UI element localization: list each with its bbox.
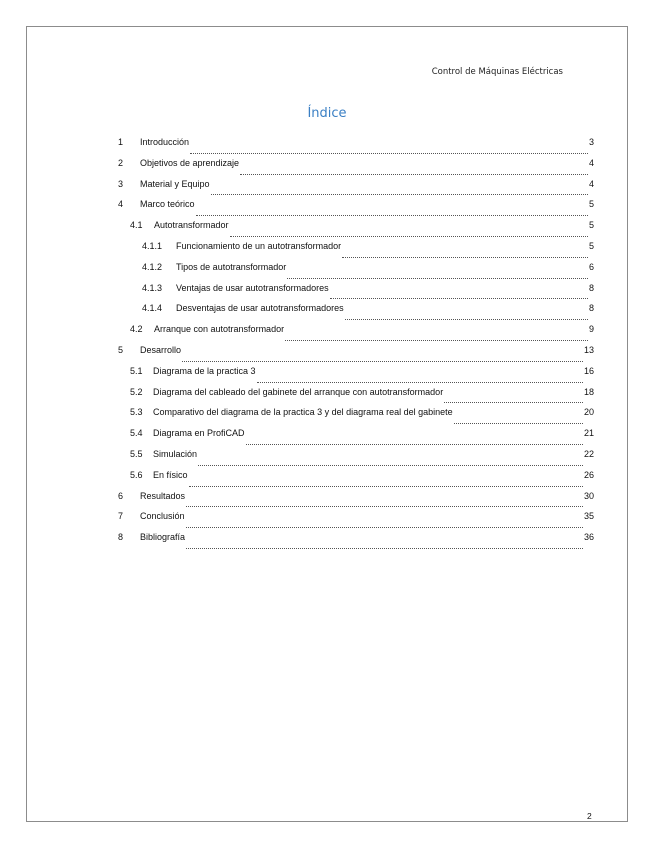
toc-entry-label: Ventajas de usar autotransformadores bbox=[176, 282, 329, 293]
dot-leader bbox=[285, 340, 588, 341]
toc-entry-number: 5.1 bbox=[130, 365, 143, 376]
toc-entry-label: Conclusión bbox=[140, 511, 185, 522]
toc-entry[interactable] bbox=[118, 283, 594, 304]
toc-entry[interactable] bbox=[118, 407, 594, 428]
toc-entry-number: 7 bbox=[118, 511, 124, 522]
toc-entry-page: 4 bbox=[588, 178, 594, 189]
toc-entry-page: 8 bbox=[588, 282, 594, 293]
toc-entry-page: 4 bbox=[588, 157, 594, 168]
toc-entry[interactable] bbox=[118, 470, 594, 491]
toc-entry-label: Marco teórico bbox=[140, 199, 195, 210]
toc-entry-label: Diagrama en ProfiCAD bbox=[153, 428, 245, 439]
toc-entry-number: 5.4 bbox=[130, 428, 143, 439]
dot-leader bbox=[186, 506, 583, 507]
toc-entry-label: Autotransformador bbox=[154, 220, 229, 231]
toc-entry-page: 18 bbox=[583, 386, 594, 397]
dot-leader bbox=[240, 174, 588, 175]
toc-entry-label: En físico bbox=[153, 469, 188, 480]
toc-entry-label: Bibliografía bbox=[140, 532, 186, 543]
toc-entry[interactable] bbox=[118, 324, 594, 345]
toc-entry-number: 4.1.4 bbox=[142, 303, 163, 314]
page-title: Índice bbox=[307, 106, 347, 121]
dot-leader bbox=[230, 236, 588, 237]
toc-entry[interactable] bbox=[118, 428, 594, 449]
toc-entry-number: 6 bbox=[118, 490, 124, 501]
toc-entry-label: Introducción bbox=[140, 137, 190, 147]
toc-entry-page: 20 bbox=[583, 407, 594, 418]
dot-leader bbox=[454, 423, 583, 424]
toc-entry-number: 5.3 bbox=[130, 407, 143, 418]
dot-leader bbox=[287, 278, 588, 279]
toc-entry-label: Resultados bbox=[140, 490, 186, 501]
dot-leader bbox=[211, 194, 588, 195]
toc-entry-number: 4.1.2 bbox=[142, 261, 163, 272]
dot-leader bbox=[246, 444, 583, 445]
toc-entry-number: 4.1.3 bbox=[142, 282, 163, 293]
toc-entry-page: 30 bbox=[583, 490, 594, 501]
toc-entry-page: 5 bbox=[588, 220, 594, 231]
toc-entry-page: 35 bbox=[583, 511, 594, 522]
toc-entry-number: 5.6 bbox=[130, 469, 143, 480]
toc-entry-number: 5 bbox=[118, 344, 124, 355]
toc-entry-label: Funcionamiento de un autotransformador bbox=[176, 240, 342, 251]
toc-entry-page: 5 bbox=[588, 199, 594, 210]
toc-entry-page: 8 bbox=[588, 303, 594, 314]
toc-entry[interactable] bbox=[118, 532, 594, 553]
running-header: Control de Máquinas Eléctricas bbox=[431, 67, 563, 77]
dot-leader bbox=[186, 527, 583, 528]
toc-entry-page: 9 bbox=[588, 324, 594, 335]
toc-entry-label: Arranque con autotransformador bbox=[154, 324, 285, 335]
toc-entry-page: 13 bbox=[583, 344, 594, 355]
toc-entry-number: 4.2 bbox=[130, 324, 143, 335]
dot-leader bbox=[198, 465, 583, 466]
document-page bbox=[26, 26, 628, 822]
toc-entry-label: Desventajas de usar autotransformadores bbox=[176, 303, 344, 314]
dot-leader bbox=[345, 319, 588, 320]
dot-leader bbox=[196, 215, 588, 216]
dot-leader bbox=[330, 298, 588, 299]
toc-entry-page: 26 bbox=[583, 469, 594, 480]
toc-entry-number: 2 bbox=[118, 157, 124, 168]
toc-entry-page: 21 bbox=[583, 428, 594, 439]
dot-leader bbox=[190, 153, 588, 154]
dot-leader bbox=[444, 402, 583, 403]
dot-leader bbox=[342, 257, 588, 258]
toc-entry-label: Objetivos de aprendizaje bbox=[140, 157, 240, 168]
toc-entry-label: Tipos de autotransformador bbox=[176, 261, 287, 272]
toc-entry[interactable] bbox=[118, 387, 594, 408]
toc-entry-page: 22 bbox=[583, 448, 594, 459]
toc-entry-page: 16 bbox=[583, 365, 594, 376]
toc-entry-number: 4.1 bbox=[130, 220, 143, 231]
toc-entry-page: 3 bbox=[588, 137, 594, 147]
toc-entry-label: Desarrollo bbox=[140, 344, 182, 355]
toc-entry[interactable] bbox=[118, 179, 594, 200]
toc-entry-label: Diagrama del cableado del gabinete del arranque con autotransformador bbox=[153, 386, 444, 397]
toc-entry-number: 5.5 bbox=[130, 448, 143, 459]
toc-entry[interactable] bbox=[118, 262, 594, 283]
toc-entry[interactable] bbox=[118, 137, 594, 158]
toc-entry[interactable] bbox=[118, 158, 594, 179]
toc-entry[interactable] bbox=[118, 449, 594, 470]
toc-entry-page: 5 bbox=[588, 240, 594, 251]
toc-entry-label: Material y Equipo bbox=[140, 178, 210, 189]
toc-entry[interactable] bbox=[118, 241, 594, 262]
toc-entry[interactable] bbox=[118, 220, 594, 241]
toc-entry-number: 4 bbox=[118, 199, 124, 210]
toc-entry-page: 6 bbox=[588, 261, 594, 272]
dot-leader bbox=[189, 486, 583, 487]
toc-entry-number: 1 bbox=[118, 137, 124, 147]
table-of-contents bbox=[118, 137, 594, 553]
toc-entry[interactable] bbox=[118, 199, 594, 220]
toc-entry-number: 4.1.1 bbox=[142, 240, 163, 251]
toc-entry-number: 5.2 bbox=[130, 386, 143, 397]
dot-leader bbox=[257, 382, 583, 383]
toc-entry-number: 3 bbox=[118, 178, 124, 189]
toc-entry-label: Diagrama de la practica 3 bbox=[153, 365, 256, 376]
toc-entry[interactable] bbox=[118, 491, 594, 512]
toc-entry[interactable] bbox=[118, 511, 594, 532]
dot-leader bbox=[182, 361, 583, 362]
toc-entry-page: 36 bbox=[583, 532, 594, 543]
toc-entry[interactable] bbox=[118, 345, 594, 366]
dot-leader bbox=[186, 548, 583, 549]
toc-entry-label: Simulación bbox=[153, 448, 198, 459]
toc-entry[interactable] bbox=[118, 366, 594, 387]
toc-entry[interactable] bbox=[118, 303, 594, 324]
toc-entry-number: 8 bbox=[118, 532, 124, 543]
page-number: 2 bbox=[587, 811, 592, 821]
toc-entry-label: Comparativo del diagrama de la practica 3 y del diagrama real del gabinete bbox=[153, 407, 453, 418]
